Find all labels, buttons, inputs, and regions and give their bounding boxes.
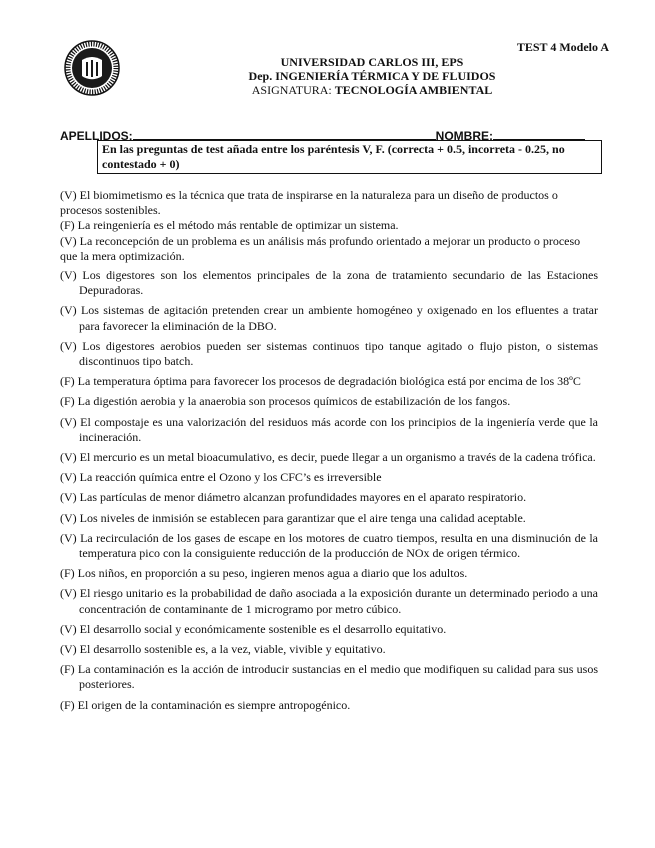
question-item: (V) Los digestores aerobios pueden ser sistemas continuos tipo tanque agitado o flujo piston, o sistemas discontinuos tipo batch.	[60, 338, 598, 369]
question-item: (V) El mercurio es un metal bioacumulativo, es decir, puede llegar a un organismo a través de la cadena trófica.	[60, 450, 596, 465]
question-item: (F) La contaminación es la acción de introducir sustancias en el medio que modifiquen su calidad para sus usos posteriores.	[60, 662, 598, 692]
university-seal-icon	[64, 40, 120, 96]
subject-prefix: ASIGNATURA:	[251, 83, 335, 97]
nombre-label: NOMBRE:	[435, 129, 493, 143]
question-item: (F) El origen de la contaminación es siempre antropogénico.	[60, 697, 351, 712]
apellidos-label: APELLIDOS:	[60, 129, 133, 143]
question-list	[60, 268, 598, 718]
question-item: (V) Los niveles de inmisión se establecen para garantizar que el aire tenga una calidad aceptable.	[60, 510, 526, 525]
subject-line	[150, 83, 594, 97]
question-item: (V) La reacción química entre el Ozono y los CFC’s es irreversible	[60, 470, 382, 485]
question-item: (V) Las partículas de menor diámetro alcanzan profundidades mayores en el aparato respiratorio.	[60, 490, 527, 505]
intro-statements	[60, 188, 598, 264]
list-item: (F) La reingeniería es el método más rentable de optimizar un sistema.	[60, 218, 399, 233]
header-block	[150, 55, 594, 97]
test-model-label: TEST 4 Modelo A	[516, 40, 609, 54]
instructions-box: En las preguntas de test añada entre los paréntesis V, F. (correcta + 0.5, incorreta - 0.25, no contestado + 0)	[97, 140, 602, 174]
question-item: (V) El riesgo unitario es la probabilidad de daño asociada a la exposición durante un determinado periodo a una concentración de contaminante de 1 microgramo por metro cúbico.	[60, 586, 598, 616]
question-item: (V) El compostaje es una valorización del residuos más acorde con los principios de la ingeniería verde que la incineración.	[60, 414, 598, 444]
question-item: (V) Los digestores son los elementos principales de la zona de tratamiento secundario de las Estaciones Depuradoras.	[60, 268, 598, 298]
question-item: (F) Los niños, en proporción a su peso, ingieren menos agua a diario que los adultos.	[60, 566, 468, 581]
list-item: (V) El biomimetismo es la técnica que trata de inspirarse en la naturaleza para un diseño de productos o procesos sostenibles.	[60, 188, 558, 218]
department-name: Dep. INGENIERÍA TÉRMICA Y DE FLUIDOS	[248, 69, 496, 83]
question-item: (V) La recirculación de los gases de escape en los motores de cuatro tiempos, resulta en una disminución de la temperatura pico con la consiguiente reducción de la producción de NOx de origen térmico.	[60, 530, 598, 561]
question-item: (V) El desarrollo sostenible es, a la vez, viable, vivible y equitativo.	[60, 642, 386, 657]
question-item: (F) La digestión aerobia y la anaerobia son procesos químicos de estabilización de los fangos.	[60, 394, 511, 409]
question-item: (F) La temperatura óptima para favorecer los procesos de degradación biológica está por encima de los 38ºC	[60, 374, 581, 389]
subject-name: TECNOLOGÍA AMBIENTAL	[334, 83, 493, 97]
apellidos-field[interactable]	[133, 128, 436, 140]
question-item: (V) El desarrollo social y económicamente sostenible es el desarrollo equitativo.	[60, 621, 447, 636]
university-name: UNIVERSIDAD CARLOS III, EPS	[280, 55, 464, 69]
nombre-field[interactable]	[493, 128, 585, 140]
question-item: (V) Los sistemas de agitación pretenden crear un ambiente homogéneo y oxigenado en los efluentes a tratar para favorecer la eliminación de la DBO.	[60, 303, 598, 333]
list-item: (V) La reconcepción de un problema es un análisis más profundo orientado a mejorar un producto o proceso que la mera optimización.	[60, 233, 581, 263]
